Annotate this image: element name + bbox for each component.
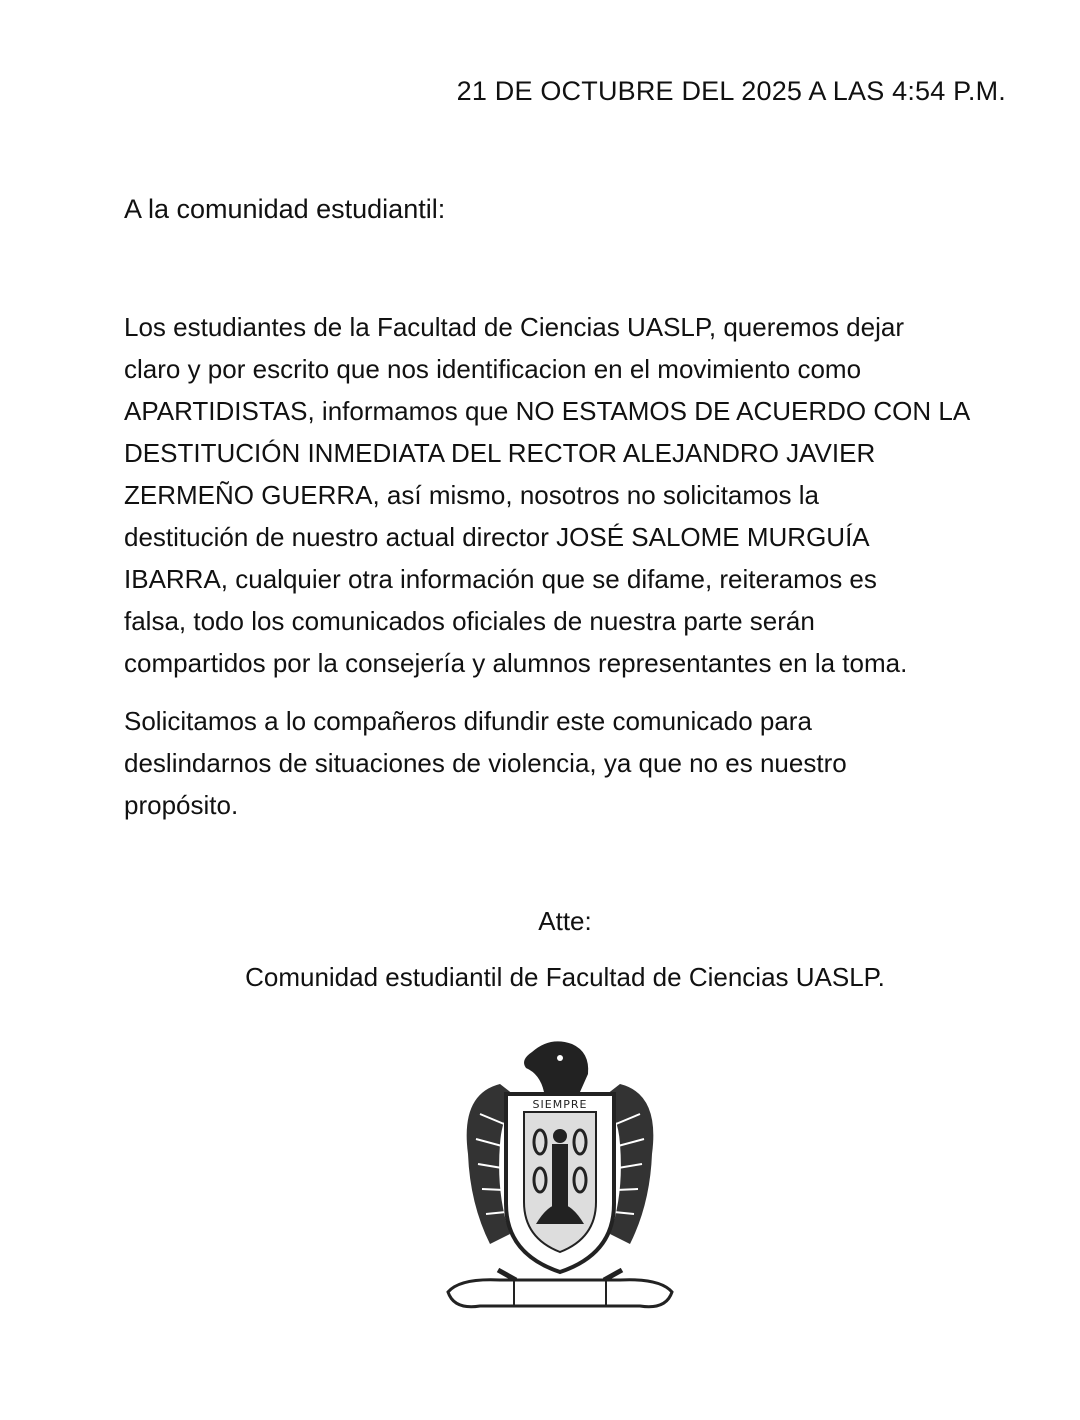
paragraph-1 — [124, 306, 1024, 684]
closing: Atte: — [538, 906, 592, 936]
paragraph-line: claro y por escrito que nos identificacion en el movimiento como — [124, 354, 862, 384]
uaslp-coat-of-arms-icon — [440, 1034, 680, 1324]
paragraph-line: compartidos por la consejería y alumnos representantes en la toma. — [124, 648, 908, 678]
paragraph-line: Los estudiantes de la Facultad de Ciencias UASLP, queremos dejar — [124, 312, 904, 342]
paragraph-line: deslindarnos de situaciones de violencia, ya que no es nuestro — [124, 748, 847, 778]
paragraph-2 — [124, 700, 1024, 826]
paragraph-line: IBARRA, cualquier otra información que se difame, reiteramos es — [124, 564, 877, 594]
date-line: 21 DE OCTUBRE DEL 2025 A LAS 4:54 P.M. — [456, 76, 1006, 106]
paragraph-line: propósito. — [124, 790, 239, 820]
paragraph-line: ZERMEÑO GUERRA, así mismo, nosotros no solicitamos la — [124, 480, 819, 510]
greeting: A la comunidad estudiantil: — [124, 194, 446, 224]
paragraph-line: Solicitamos a lo compañeros difundir este comunicado para — [124, 706, 812, 736]
paragraph-line: destitución de nuestro actual director JOSÉ SALOME MURGUÍA — [124, 522, 870, 552]
paragraph-line: APARTIDISTAS, informamos que NO ESTAMOS DE ACUERDO CON LA — [124, 396, 971, 426]
signature: Comunidad estudiantil de Facultad de Ciencias UASLP. — [245, 962, 885, 992]
paragraph-line: DESTITUCIÓN INMEDIATA DEL RECTOR ALEJANDRO JAVIER — [124, 438, 876, 468]
paragraph-line: falsa, todo los comunicados oficiales de nuestra parte serán — [124, 606, 815, 636]
svg-text:SIEMPRE: SIEMPRE — [532, 1098, 588, 1111]
